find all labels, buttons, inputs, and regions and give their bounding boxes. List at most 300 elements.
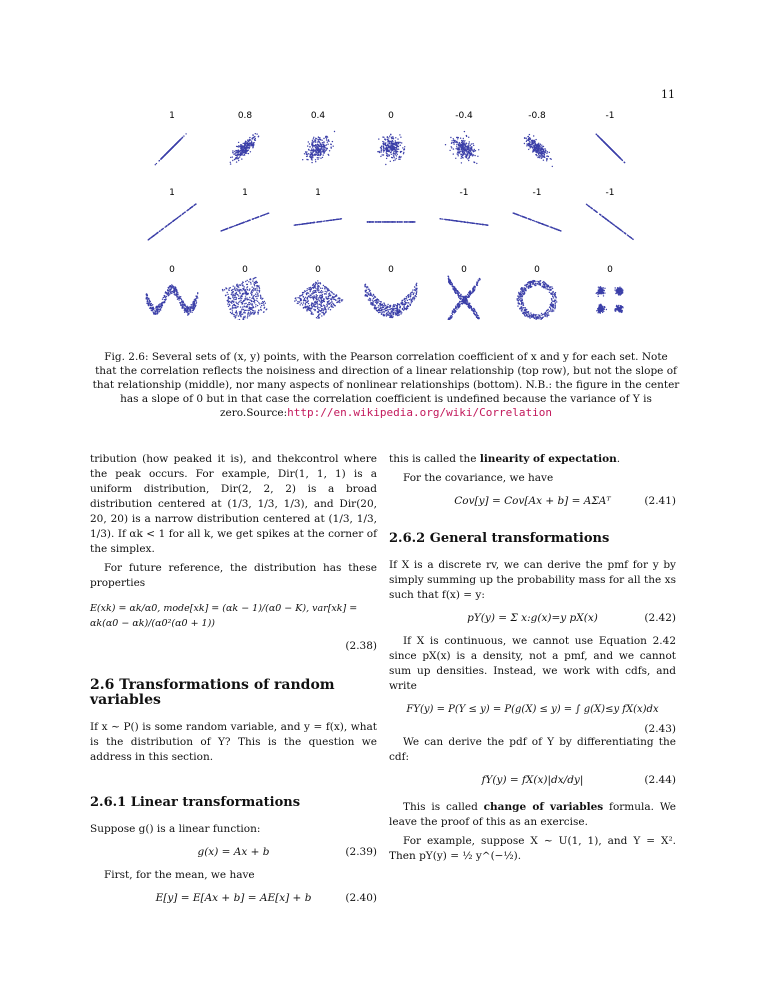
scatter-point (164, 295, 165, 296)
page-number: 11 (661, 88, 675, 101)
scatter-point (321, 151, 322, 152)
scatter-point (393, 138, 394, 139)
scatter-point (329, 304, 330, 305)
scatter-point (391, 310, 392, 311)
scatter-point (258, 309, 259, 310)
scatter-point (542, 286, 543, 287)
scatter-point (451, 284, 452, 285)
scatter-point (190, 207, 191, 208)
scatter-point (523, 307, 524, 308)
scatter-point (234, 299, 235, 300)
scatter-point (157, 306, 158, 307)
scatter-point (233, 298, 234, 299)
scatter-point (596, 212, 597, 213)
scatter-point (299, 298, 300, 299)
scatter-point (447, 276, 448, 277)
scatter-point (170, 149, 171, 150)
scatter-point (546, 153, 547, 154)
scatter-point (337, 298, 338, 299)
scatter-point (312, 143, 313, 144)
scatter-point (151, 236, 152, 237)
scatter-point (387, 141, 388, 142)
scatter-point (254, 310, 255, 311)
scatter-point (365, 290, 366, 291)
scatter-point (534, 140, 535, 141)
scatter-point (539, 149, 540, 150)
scatter-point (311, 304, 312, 305)
scatter-point (232, 156, 233, 157)
scatter-point (247, 304, 248, 305)
scatter-point (532, 147, 533, 148)
scatter-point (190, 310, 191, 311)
scatter-point (240, 150, 241, 151)
scatter-point (312, 155, 313, 156)
scatter-point (308, 149, 309, 150)
scatter-point (250, 293, 251, 294)
scatter-point (241, 158, 242, 159)
scatter-point (554, 301, 555, 302)
scatter-point (328, 154, 329, 155)
scatter-point (321, 303, 322, 304)
scatter-point (610, 148, 611, 149)
scatter-point (236, 311, 237, 312)
scatter-point (323, 221, 324, 222)
scatter-point (187, 210, 188, 211)
scatter-point (530, 219, 531, 220)
scatter-point (250, 151, 251, 152)
scatter-point (320, 139, 321, 140)
scatter-point (189, 208, 190, 209)
scatter-point (307, 145, 308, 146)
scatter-point (303, 307, 304, 308)
scatter-point (457, 291, 458, 292)
scatter-point (316, 296, 317, 297)
scatter-point (310, 295, 311, 296)
scatter-point (518, 300, 519, 301)
scatter-point (309, 305, 310, 306)
scatter-point (231, 292, 232, 293)
scatter-point (256, 295, 257, 296)
scatter-point (304, 153, 305, 154)
scatter-point (248, 310, 249, 311)
scatter-point (463, 138, 464, 139)
scatter-point (241, 294, 242, 295)
scatter-point (608, 220, 609, 221)
scatter-point (541, 318, 542, 319)
scatter-point (313, 138, 314, 139)
scatter-point (314, 286, 315, 287)
scatter-point (388, 137, 389, 138)
scatter-point (235, 295, 236, 296)
scatter-point (456, 308, 457, 309)
scatter-point (306, 293, 307, 294)
scatter-point (332, 141, 333, 142)
scatter-point (373, 304, 374, 305)
scatter-point (542, 223, 543, 224)
scatter-point (336, 294, 337, 295)
scatter-point (306, 159, 307, 160)
scatter-point (149, 238, 150, 239)
scatter-point (165, 291, 166, 292)
scatter-point (232, 295, 233, 296)
scatter-point (333, 297, 334, 298)
scatter-point (242, 285, 243, 286)
scatter-point (403, 152, 404, 153)
scatter-point (544, 282, 545, 283)
scatter-point (392, 136, 393, 137)
scatter-point (317, 159, 318, 160)
scatter-point (462, 300, 463, 301)
scatter-point (311, 222, 312, 223)
scatter-point (384, 139, 385, 140)
scatter-point (256, 287, 257, 288)
scatter-point (402, 300, 403, 301)
scatter-point (416, 291, 417, 292)
scatter-point (234, 307, 235, 308)
scatter-point (468, 144, 469, 145)
scatter-point (315, 304, 316, 305)
scatter-point (408, 302, 409, 303)
scatter-point (318, 314, 319, 315)
scatter-point (320, 149, 321, 150)
scatter-point (548, 285, 549, 286)
scatter-point (248, 153, 249, 154)
scatter-point (474, 155, 475, 156)
scatter-point (404, 221, 405, 222)
scatter-point (300, 299, 301, 300)
scatter-point (240, 148, 241, 149)
scatter-point (236, 152, 237, 153)
scatter-point (410, 221, 411, 222)
scatter-point (465, 301, 466, 302)
scatter-point (415, 288, 416, 289)
scatter-point (234, 151, 235, 152)
scatter-point (540, 149, 541, 150)
scatter-point (186, 307, 187, 308)
scatter-point (263, 214, 264, 215)
scatter-point (462, 148, 463, 149)
scatter-point (342, 299, 343, 300)
scatter-point (376, 299, 377, 300)
scatter-point (381, 149, 382, 150)
scatter-point (261, 298, 262, 299)
scatter-point (265, 214, 266, 215)
scatter-point (467, 145, 468, 146)
scatter-point (473, 154, 474, 155)
scatter-point (322, 157, 323, 158)
scatter-point (461, 296, 462, 297)
scatter-point (399, 134, 400, 135)
scatter-point (227, 303, 228, 304)
scatter-point (157, 308, 158, 309)
scatter-point (448, 317, 449, 318)
scatter-point (170, 289, 171, 290)
scatter-point (387, 221, 388, 222)
scatter-point (311, 157, 312, 158)
scatter-point (239, 154, 240, 155)
scatter-point (381, 146, 382, 147)
scatter-point (156, 233, 157, 234)
scatter-point (312, 298, 313, 299)
scatter-point (548, 156, 549, 157)
scatter-point (458, 147, 459, 148)
scatter-point (536, 150, 537, 151)
scatter-point (555, 302, 556, 303)
scatter-point (236, 155, 237, 156)
scatter-point (529, 146, 530, 147)
scatter-point (258, 290, 259, 291)
scatter-point (253, 295, 254, 296)
scatter-point (542, 282, 543, 283)
scatter-point (178, 296, 179, 297)
scatter-point (554, 300, 555, 301)
scatter-point (416, 285, 417, 286)
scatter-point (320, 291, 321, 292)
scatter-point (475, 286, 476, 287)
scatter-point (317, 147, 318, 148)
correlation-label: 1 (169, 111, 175, 121)
scatter-point (520, 292, 521, 293)
scatter-point (312, 146, 313, 147)
scatter-point (380, 152, 381, 153)
scatter-point (231, 308, 232, 309)
scatter-point (588, 205, 589, 206)
scatter-point (196, 302, 197, 303)
scatter-point (370, 300, 371, 301)
scatter-point (393, 153, 394, 154)
scatter-point (553, 297, 554, 298)
scatter-point (233, 302, 234, 303)
scatter-point (294, 300, 295, 301)
scatter-point (235, 307, 236, 308)
correlation-label: 1 (169, 188, 175, 198)
scatter-point (521, 303, 522, 304)
scatter-point (478, 149, 479, 150)
scatter-point (147, 301, 148, 302)
scatter-point (241, 144, 242, 145)
scatter-point (154, 235, 155, 236)
scatter-point (238, 302, 239, 303)
scatter-point (454, 287, 455, 288)
scatter-point (250, 283, 251, 284)
scatter-point (235, 299, 236, 300)
scatter-point (334, 299, 335, 300)
scatter-point (522, 302, 523, 303)
scatter-point (222, 289, 223, 290)
scatter-point (367, 292, 368, 293)
scatter-point (248, 312, 249, 313)
scatter-point (466, 299, 467, 300)
scatter-point (378, 301, 379, 302)
scatter-point (312, 287, 313, 288)
scatter-point (378, 138, 379, 139)
scatter-point (476, 163, 477, 164)
scatter-point (334, 219, 335, 220)
scatter-point (250, 282, 251, 283)
scatter-point (552, 310, 553, 311)
scatter-point (304, 290, 305, 291)
scatter-point (406, 298, 407, 299)
scatter-point (529, 134, 530, 135)
scatter-point (381, 314, 382, 315)
scatter-point (255, 294, 256, 295)
scatter-point (324, 220, 325, 221)
scatter-point (390, 315, 391, 316)
scatter-point (382, 141, 383, 142)
scatter-point (305, 297, 306, 298)
scatter-point (239, 146, 240, 147)
scatter-point (599, 137, 600, 138)
scatter-point (391, 143, 392, 144)
scatter-point (225, 295, 226, 296)
scatter-point (232, 291, 233, 292)
scatter-point (412, 221, 413, 222)
scatter-point (328, 141, 329, 142)
scatter-point (387, 149, 388, 150)
scatter-point (383, 305, 384, 306)
scatter-point (458, 295, 459, 296)
scatter-point (319, 310, 320, 311)
scatter-point (404, 146, 405, 147)
scatter-point (249, 297, 250, 298)
scatter-point (384, 311, 385, 312)
scatter-point (396, 307, 397, 308)
scatter-point (396, 314, 397, 315)
scatter-point (409, 221, 410, 222)
scatter-point (541, 157, 542, 158)
scatter-point (248, 141, 249, 142)
scatter-point (416, 293, 417, 294)
scatter-point (247, 280, 248, 281)
correlation-label: 0 (315, 265, 321, 275)
scatter-point (526, 140, 527, 141)
scatter-point (192, 303, 193, 304)
scatter-point (442, 218, 443, 219)
scatter-point (305, 303, 306, 304)
scatter-point (246, 310, 247, 311)
scatter-point (156, 311, 157, 312)
correlation-label: 0.8 (237, 111, 253, 121)
scatter-point (484, 224, 485, 225)
scatter-point (168, 295, 169, 296)
scatter-point (391, 308, 392, 309)
scatter-point (232, 226, 233, 227)
scatter-point (394, 157, 395, 158)
scatter-point (468, 148, 469, 149)
scatter-point (443, 219, 444, 220)
scatter-point (474, 309, 475, 310)
scatter-point (163, 156, 164, 157)
scatter-point (333, 146, 334, 147)
scatter-point (244, 286, 245, 287)
scatter-point (534, 149, 535, 150)
scatter-point (188, 307, 189, 308)
scatter-point (239, 313, 240, 314)
scatter-point (246, 297, 247, 298)
scatter-point (320, 153, 321, 154)
scatter-point (546, 160, 547, 161)
scatter-point (166, 225, 167, 226)
scatter-point (465, 146, 466, 147)
scatter-point (382, 221, 383, 222)
scatter-point (188, 311, 189, 312)
scatter-point (310, 287, 311, 288)
scatter-point (316, 299, 317, 300)
scatter-point (459, 296, 460, 297)
scatter-point (473, 145, 474, 146)
scatter-point (324, 145, 325, 146)
scatter-point (455, 291, 456, 292)
scatter-point (230, 302, 231, 303)
scatter-point (385, 305, 386, 306)
scatter-point (310, 152, 311, 153)
scatter-point (245, 221, 246, 222)
scatter-point (319, 146, 320, 147)
scatter-point (388, 140, 389, 141)
scatter-point (522, 216, 523, 217)
scatter-point (244, 143, 245, 144)
scatter-point (457, 137, 458, 138)
scatter-point (321, 290, 322, 291)
scatter-point (246, 147, 247, 148)
scatter-point (310, 308, 311, 309)
scatter-point (472, 143, 473, 144)
scatter-point (161, 158, 162, 159)
scatter-point (315, 301, 316, 302)
scatter-point (449, 150, 450, 151)
scatter-point (232, 152, 233, 153)
scatter-point (234, 316, 235, 317)
scatter-point (453, 142, 454, 143)
scatter-point (448, 279, 449, 280)
scatter-point (378, 312, 379, 313)
scatter-point (156, 306, 157, 307)
scatter-point (396, 155, 397, 156)
scatter-point (228, 298, 229, 299)
scatter-point (240, 300, 241, 301)
scatter-point (324, 151, 325, 152)
scatter-point (185, 308, 186, 309)
scatter-point (256, 289, 257, 290)
scatter-point (318, 297, 319, 298)
scatter-point (533, 151, 534, 152)
scatter-point (237, 224, 238, 225)
scatter-point (318, 292, 319, 293)
scatter-point (243, 317, 244, 318)
scatter-point (306, 151, 307, 152)
scatter-point (238, 142, 239, 143)
scatter-point (325, 308, 326, 309)
scatter-point (261, 305, 262, 306)
scatter-point (378, 221, 379, 222)
scatter-point (235, 150, 236, 151)
scatter-point (467, 154, 468, 155)
scatter-point (326, 291, 327, 292)
scatter-point (320, 144, 321, 145)
scatter-point (173, 288, 174, 289)
scatter-point (146, 294, 147, 295)
scatter-point (249, 139, 250, 140)
scatter-point (234, 297, 235, 298)
scatter-point (543, 157, 544, 158)
scatter-point (400, 145, 401, 146)
scatter-point (535, 154, 536, 155)
scatter-point (147, 298, 148, 299)
scatter-point (194, 307, 195, 308)
scatter-point (597, 135, 598, 136)
scatter-point (474, 288, 475, 289)
scatter-point (192, 310, 193, 311)
